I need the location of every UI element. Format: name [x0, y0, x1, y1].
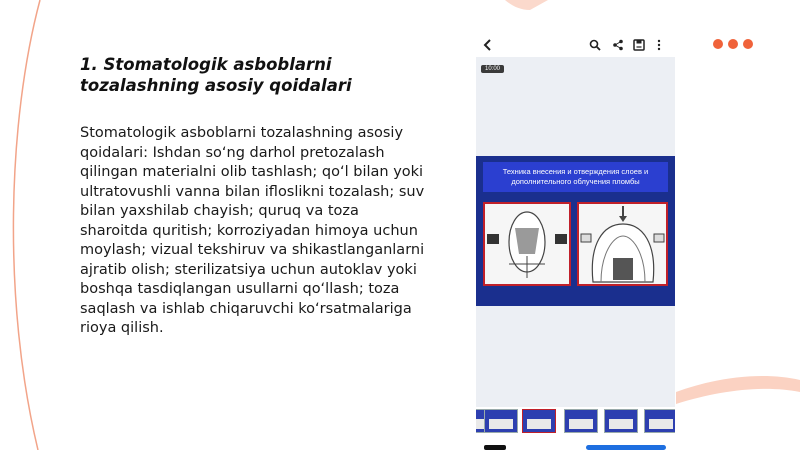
- slide-title: 1. Stomatologik asboblarni tozalashning asosiy qoidalari: [80, 55, 352, 95]
- tooth-diagram-right: [577, 202, 668, 286]
- slide-thumbnail[interactable]: [604, 409, 638, 433]
- back-arrow-icon[interactable]: [481, 37, 495, 53]
- left-arc-decoration: [13, 0, 40, 450]
- bottom-left-button[interactable]: [484, 445, 506, 450]
- tooth-diagram-left: [483, 202, 571, 286]
- top-brush-decoration: [505, 0, 548, 10]
- more-vertical-icon[interactable]: [654, 37, 664, 53]
- slide-thumbnail-current[interactable]: [522, 409, 556, 433]
- primary-action-button[interactable]: [586, 445, 666, 450]
- bottom-right-wave-decoration: [676, 376, 800, 404]
- slide-thumbnail[interactable]: [564, 409, 598, 433]
- share-icon[interactable]: [611, 37, 625, 53]
- embedded-slide-heading: Техника внесения и отверждения слоев и дополнительного облучения пломбы: [483, 162, 668, 192]
- embedded-slide: [476, 156, 675, 306]
- slide-thumbnail[interactable]: [644, 409, 675, 433]
- accent-dots: [713, 39, 753, 49]
- app-toolbar: [476, 33, 675, 57]
- slide-thumbnail[interactable]: [484, 409, 518, 433]
- accent-dot: [713, 39, 723, 49]
- phone-screenshot: [476, 33, 675, 450]
- slide-body-text: Stomatologik asboblarni tozalashning asosiy qoidalari: Ishdan so‘ng darhol pretozalash qilingan materialni olib tashlash; qo‘l bilan yoki ultratovushli vanna bilan ifloslikni tozalash; suv bilan yaxshilab chayish; quruq va toza sharoitda quritish; korroziyadan himoya uchun moylash; vizual tekshiruv va shikastlanganlarni ajratib olish; sterilizatsiya uchun autoklav yoki boshqa tasdiqlangan usullarni qo‘llash; toza saqlash va ishlab chiqaruvchi ko‘rsatmalariga rioya qilish.: [80, 125, 425, 336]
- time-badge: 10:00: [481, 65, 504, 73]
- save-icon[interactable]: [632, 37, 646, 53]
- search-icon[interactable]: [588, 37, 602, 53]
- accent-dot: [728, 39, 738, 49]
- bottom-action-bar: [476, 443, 675, 450]
- presentation-viewer[interactable]: [476, 57, 675, 407]
- accent-dot: [743, 39, 753, 49]
- slide-thumbnails: [476, 407, 675, 441]
